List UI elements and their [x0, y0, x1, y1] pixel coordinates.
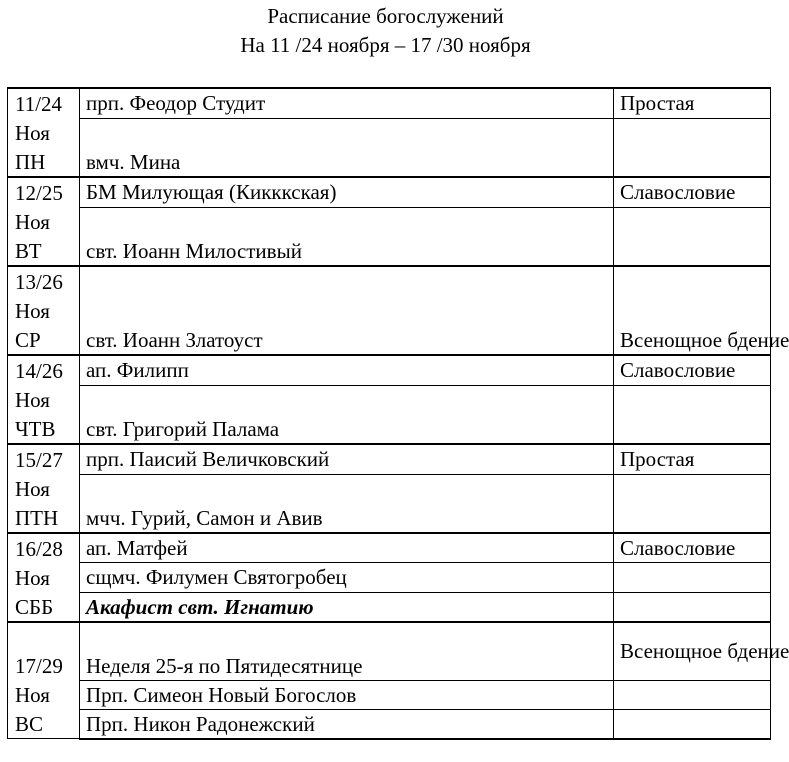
- service-type: [614, 592, 771, 622]
- service-type: Всенощное бдение: [614, 622, 771, 680]
- day-month: Ноя: [15, 210, 50, 234]
- service-type: Всенощное бдение: [614, 266, 771, 355]
- commemoration: мчч. Гурий, Самон и Авив: [80, 474, 614, 533]
- commemoration: сщмч. Филумен Святогробец: [80, 563, 614, 592]
- day-cell: [8, 88, 80, 177]
- table-row: [8, 622, 771, 680]
- commemoration: прп. Паисий Величковский: [80, 444, 614, 474]
- day-weekday: ВТ: [15, 239, 42, 263]
- service-type: [614, 207, 771, 266]
- commemoration: Прп. Симеон Новый Богослов: [80, 680, 614, 709]
- day-weekday: СББ: [15, 595, 54, 619]
- service-type: Славословие: [614, 533, 771, 563]
- commemoration: БМ Милующая (Кикккская): [80, 177, 614, 207]
- day-cell: [8, 177, 80, 266]
- day-date: 14/26: [15, 359, 63, 383]
- service-type: [614, 118, 771, 177]
- day-date: 13/26: [15, 270, 63, 294]
- day-date: 12/25: [15, 181, 63, 205]
- table-row: [8, 533, 771, 563]
- commemoration: вмч. Мина: [80, 118, 614, 177]
- day-month: Ноя: [15, 477, 50, 501]
- commemoration: свт. Иоанн Златоуст: [80, 266, 614, 355]
- table-row: [8, 592, 771, 622]
- table-row: [8, 266, 771, 355]
- day-weekday: ЧТВ: [15, 417, 56, 441]
- day-weekday: ПТН: [15, 506, 59, 530]
- day-cell: [8, 444, 80, 533]
- commemoration: прп. Феодор Студит: [80, 88, 614, 118]
- commemoration: свт. Григорий Палама: [80, 385, 614, 444]
- day-date: 17/29: [15, 654, 63, 678]
- service-type: Славословие: [614, 355, 771, 385]
- table-row: [8, 709, 771, 739]
- table-row: [8, 355, 771, 385]
- day-weekday: СР: [15, 328, 41, 352]
- table-row: [8, 563, 771, 592]
- table-row: [8, 680, 771, 709]
- commemoration: ап. Матфей: [80, 533, 614, 563]
- day-month: Ноя: [15, 121, 50, 145]
- table-row: [8, 474, 771, 533]
- table-row: [8, 444, 771, 474]
- table-row: [8, 88, 771, 118]
- commemoration: Прп. Никон Радонежский: [80, 709, 614, 739]
- day-weekday: ВС: [15, 712, 44, 736]
- day-month: Ноя: [15, 299, 50, 323]
- akathist-note: Акафист свт. Игнатию: [80, 592, 614, 622]
- service-type: [614, 474, 771, 533]
- service-type: [614, 680, 771, 709]
- schedule-table: [7, 87, 789, 740]
- table-row: [8, 177, 771, 207]
- day-cell: [8, 533, 80, 622]
- day-date: 15/27: [15, 448, 63, 472]
- service-type: Простая: [614, 444, 771, 474]
- service-type: [614, 709, 771, 739]
- service-type: Славословие: [614, 177, 771, 207]
- commemoration: Неделя 25-я по Пятидесятнице: [80, 622, 614, 680]
- page-title: Расписание богослужений: [267, 4, 504, 28]
- day-cell: [8, 355, 80, 444]
- commemoration: ап. Филипп: [80, 355, 614, 385]
- service-type: Простая: [614, 88, 771, 118]
- day-date: 16/28: [15, 537, 63, 561]
- day-month: Ноя: [15, 566, 50, 590]
- day-month: Ноя: [15, 388, 50, 412]
- service-type: [614, 563, 771, 592]
- table-row: [8, 118, 771, 177]
- table-row: [8, 207, 771, 266]
- day-weekday: ПН: [15, 150, 46, 174]
- service-type: [614, 385, 771, 444]
- table-row: [8, 385, 771, 444]
- day-month: Ноя: [15, 683, 50, 707]
- page-subtitle: На 11 /24 ноября – 17 /30 ноября: [240, 33, 531, 57]
- day-cell: [8, 622, 80, 739]
- day-date: 11/24: [15, 92, 63, 116]
- commemoration: свт. Иоанн Милостивый: [80, 207, 614, 266]
- day-cell: [8, 266, 80, 355]
